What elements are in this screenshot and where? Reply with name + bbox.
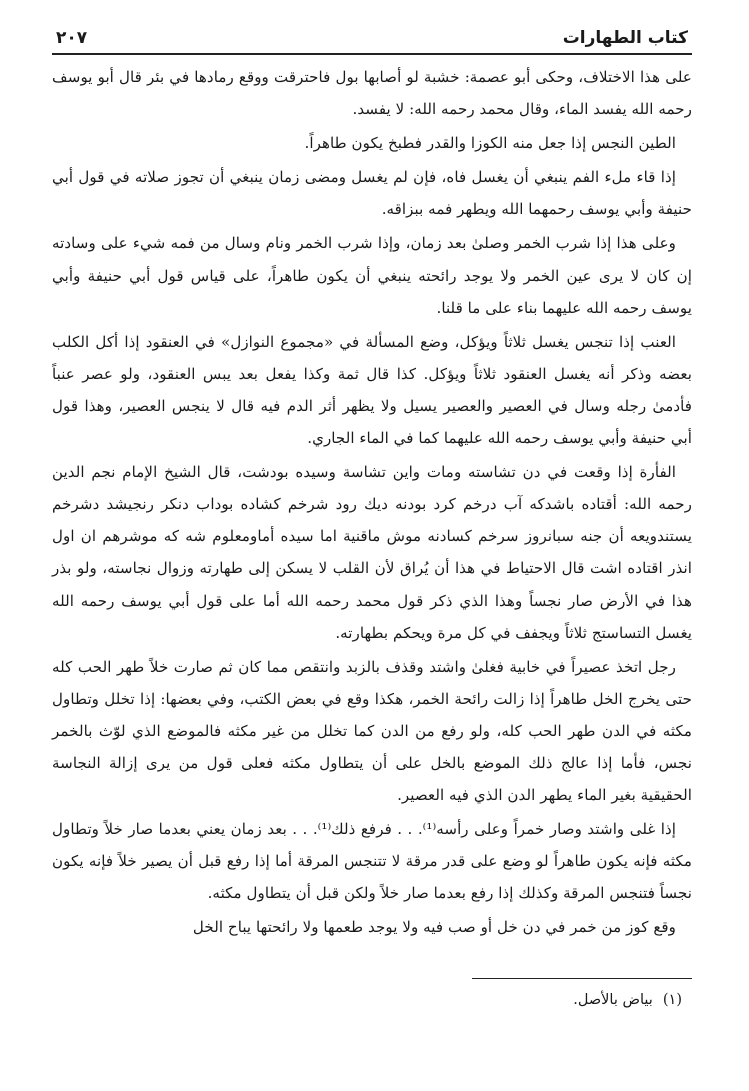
paragraph: العنب إذا تنجس يغسل ثلاثاً ويؤكل، وضع المسألة في «مجموع النوازل» في العنقود إذا أكل الكلب بعضه وذكر أنه يغسل العنقود ثلاثاً ويؤكل. كذا قال ثمة وكذا يفعل بعد يبس العنقود، ولو عصر عنباً فأدمىٰ رجله وسال في العصير والعصير يسيل ولا يظهر أثر الدم فيه قال لا ينجس العصير، وهذا قول أبي حنيفة وأبي يوسف رحمه الله عليهما كما في الماء الجاري.: [52, 332, 692, 448]
paragraph: إذا قاء ملء الفم ينبغي أن يغسل فاه، فإن لم يغسل ومضى زمان ينبغي أن تجوز صلاته في قول أبي حنيفة وأبي يوسف رحمهما الله ويطهر فمه ببزاقه.: [52, 168, 692, 219]
paragraph: على هذا الاختلاف، وحكى أبو عصمة: خشبة لو أصابها بول فاحترقت ووقع رمادها في بئر قال أبو يوسف رحمه الله يفسد الماء، وقال محمد رحمه الله: لا يفسد.: [52, 68, 692, 119]
paragraph: الفأرة إذا وقعت في دن تشاسته ومات واين تشاسة وسيده بودشت، قال الشيخ الإمام نجم الدين رحمه الله: أقتاده باشدكه آب درخم كرد بودنه ديك رود شرخم كشاده بوداب دنكر رنجيشد دشرخم يستندويعه أن جنه سبانروز سرخم كسادنه موش ماقنية اما سيده أماومعلوم شه كه موشرهم ان اول انذر اقتاده اشت قال الاحتياط في هذا أن يُراق لأن القلب لا يسكن إلى طهارته وزوال نجاسته، ولو بذر هذا في الأرض صار نجساً وهذا الذي ذكر قول محمد رحمه الله أما على قول أبي يوسف رحمه الله يغسل التساستج ثلاثاً ويجفف في كل مرة ويحكم بطهارته.: [52, 463, 692, 642]
paragraph: وعلى هذا إذا شرب الخمر وصلىٰ بعد زمان، وإذا شرب الخمر ونام وسال من فمه شيء على وسادته إن كان لا يرى عين الخمر ولا يوجد رائحته ينبغي أن يكون طاهراً، على قياس قول أبي حنيفة وأبي يوسف رحمه الله عليهما بناء على ما قلنا.: [52, 234, 692, 317]
footnote-number: (١): [662, 992, 682, 1008]
page-number: ٢٠٧: [56, 28, 88, 48]
footnote-text: بياض بالأصل.: [573, 992, 653, 1008]
chapter-title: كتاب الطهارات: [562, 28, 688, 48]
footnote-separator: [472, 978, 692, 979]
paragraph: إذا غلى واشتد وصار خمراً وعلى رأسه⁽¹⁾. . . فرفع ذلك⁽¹⁾. . . بعد زمان يعني بعدما صار خلاً وتطاول مكثه فإنه يكون طاهراً لو وضع على قدر مرقة لا تتنجس المرقة أما إذا رفع قبل أن يصير خلاً فإنه يكون نجساً فتنجس المرقة وكذلك إذا رفع بعدما صار خلاً ولكن قبل أن يتطاول مكثه.: [52, 820, 692, 903]
paragraph: رجل اتخذ عصيراً في خابية فغلىٰ واشتد وقذف بالزبد وانتقص مما كان ثم صارت خلاً طهر الحب كله حتى يخرج الخل طاهراً إذا زالت رائحة الخمر، هكذا وقع في بعض الكتب، وفي بعضها: إذا تخلل وتطاول مكثه في الدن طهر الحب كله، ولو رفع من الدن كما تخلل من غير مكثه فالموضع الذي لوّث بالخمر نجس، فأما إذا عالج ذلك الموضع بالخل على أن يتطاول مكثه فعلى قول من يرى إزالة النجاسة الحقيقية بغير الماء يطهر الدن الذي فيه العصير.: [52, 657, 692, 805]
footnote: [563, 988, 682, 1012]
book-page: [52, 28, 692, 1068]
main-text: [52, 61, 692, 944]
paragraph: وقع كوز من خمر في دن خل أو صب فيه ولا يوجد طعمها ولا رائحتها يباح الخل: [192, 918, 676, 937]
running-header: [52, 28, 692, 55]
paragraph: الطين النجس إذا جعل منه الكوزا والقدر فطبخ يكون طاهراً.: [304, 134, 676, 153]
